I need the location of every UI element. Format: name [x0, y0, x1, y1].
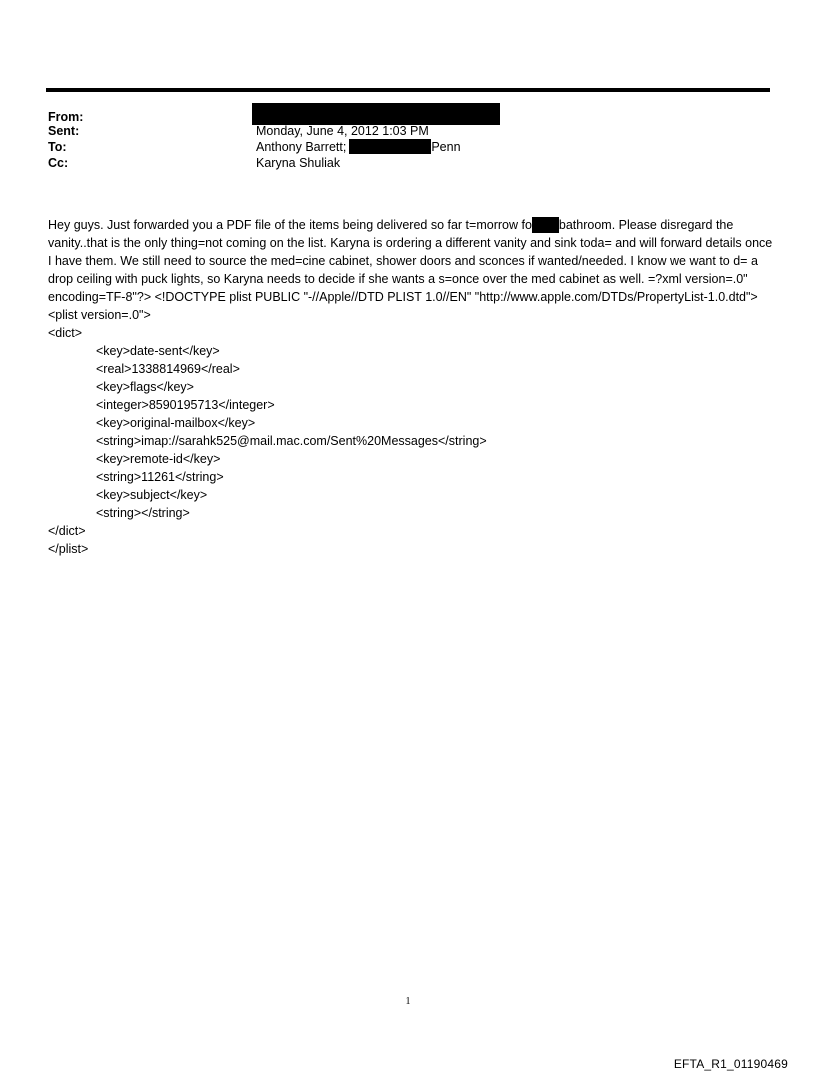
to-row — [48, 139, 768, 155]
email-body — [48, 216, 773, 558]
body-text-part-2: bathroom. Please disregard the vanity..that is the only thing=not coming on the list. Karyna is ordering a different vanity and sink toda= and will forward details once I have them. We still need to source the med=cine cabinet, shower doors and sconces if wanted/needed. I know we want to d= a drop ceiling with puck lights, so Karyna needs to decide if she wants a s=once over the med cabinet as well. =?xml version=.0" encoding=TF-8"?> <!DOCTYPE plist PUBLIC "-//Apple//DTD PLIST 1.0//EN" "http://www.apple.com/DTDs/PropertyList-1.0.dtd"> — [48, 218, 773, 304]
plist-close-line: </plist> — [48, 542, 89, 556]
cc-value: Karyna Shuliak — [256, 156, 341, 170]
sent-label: Sent: — [48, 124, 80, 138]
cc-row — [48, 155, 768, 171]
dict-entry-line: <real>1338814969</real> — [96, 362, 240, 376]
to-label: To: — [48, 140, 67, 154]
dict-open-line: <dict> — [48, 326, 83, 340]
bates-number: EFTA_R1_01190469 — [673, 1057, 788, 1071]
redaction-box-from — [252, 103, 500, 125]
redaction-box-to — [349, 139, 431, 154]
dict-entry-line: <string>11261</string> — [96, 470, 224, 484]
email-header — [48, 107, 768, 171]
sent-row — [48, 123, 768, 139]
dict-close-line: </dict> — [48, 524, 86, 538]
body-paragraph — [48, 216, 773, 306]
dict-entry-line: <string>imap://sarahk525@mail.mac.com/Sent%20Messages</string> — [96, 434, 487, 448]
to-recipient-2: Penn — [431, 140, 461, 154]
plist-open-line: <plist version=.0"> — [48, 308, 151, 322]
sent-value: Monday, June 4, 2012 1:03 PM — [256, 124, 429, 138]
page-number: 1 — [405, 996, 411, 1007]
to-recipient-1: Anthony Barrett; — [256, 140, 347, 154]
dict-entry-line: <key>flags</key> — [96, 380, 194, 394]
cc-label: Cc: — [48, 156, 69, 170]
from-label: From: — [48, 110, 84, 124]
dict-entry-line: <integer>8590195713</integer> — [96, 398, 275, 412]
body-text-part-1: Hey guys. Just forwarded you a PDF file of the items being delivered so far t=morrow fo — [48, 218, 532, 232]
header-divider — [46, 88, 770, 92]
from-row — [48, 107, 768, 123]
dict-entry-line: <key>original-mailbox</key> — [96, 416, 256, 430]
dict-entry-line: <string></string> — [96, 506, 190, 520]
to-value — [256, 139, 461, 155]
redaction-box-body — [532, 217, 559, 233]
dict-entry-line: <key>remote-id</key> — [96, 452, 221, 466]
dict-entry-line: <key>subject</key> — [96, 488, 208, 502]
dict-entry-line: <key>date-sent</key> — [96, 344, 220, 358]
